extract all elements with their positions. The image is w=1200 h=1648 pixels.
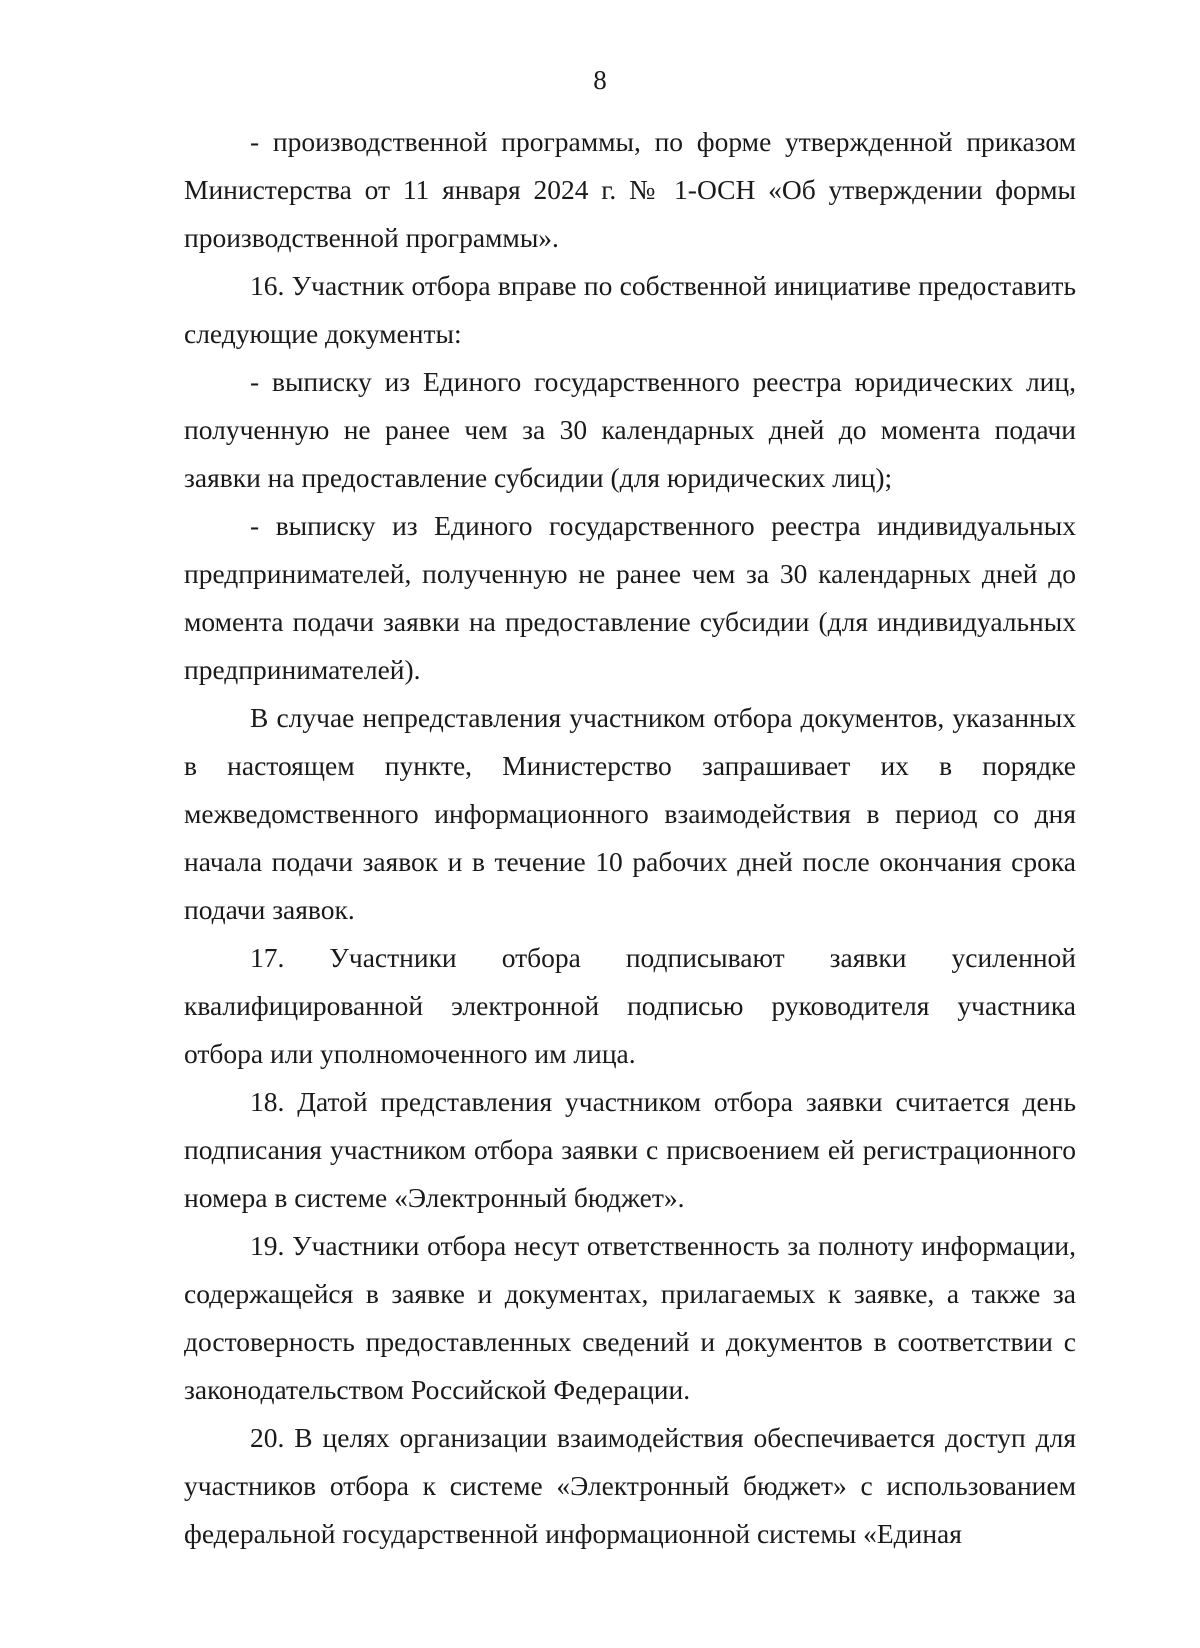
paragraph-non-submission: В случае непредставления участником отбора документов, указанных в настоящем пункте, Министерство запрашивает их в порядке межведомственного информационного взаимодействия в период со дня начала подачи заявок и в течение 10 рабочих дней после окончания срока подачи заявок. bbox=[184, 702, 1076, 925]
document-body bbox=[184, 118, 1076, 1558]
paragraph-19: 19. Участники отбора несут ответственность за полноту информации, содержащейся в заявке и документах, прилагаемых к заявке, а также за достоверность предоставленных сведений и документов в соответствии с законодательством Российской Федерации. bbox=[184, 1230, 1076, 1405]
paragraph-egrul-extract: - выписку из Единого государственного реестра юридических лиц, полученную не ранее чем за 30 календарных дней до момента подачи заявки на предоставление субсидии (для юридических лиц); bbox=[184, 366, 1076, 493]
paragraph-18: 18. Датой представления участником отбора заявки считается день подписания участником отбора заявки с присвоением ей регистрационного номера в системе «Электронный бюджет». bbox=[184, 1086, 1076, 1213]
paragraph-egrip-extract: - выписку из Единого государственного реестра индивидуальных предпринимателей, полученную не ранее чем за 30 календарных дней до момента подачи заявки на предоставление субсидии (для индивидуальных предпринимателей). bbox=[184, 510, 1076, 685]
paragraph-16: 16. Участник отбора вправе по собственной инициативе предоставить следующие документы: bbox=[184, 270, 1076, 349]
paragraph-20: 20. В целях организации взаимодействия обеспечивается доступ для участников отбора к системе «Электронный бюджет» с использованием федеральной государственной информационной системы «Единая bbox=[184, 1422, 1076, 1549]
paragraph-production-program: - производственной программы, по форме утвержденной приказом Министерства от 11 января 2024 г. № 1-ОСН «Об утверждении формы производственной программы». bbox=[184, 126, 1076, 253]
paragraph-17: 17. Участники отбора подписывают заявки усиленной квалифицированной электронной подписью руководителя участника отбора или уполномоченного им лица. bbox=[184, 942, 1076, 1069]
page-number: 8 bbox=[593, 65, 607, 95]
